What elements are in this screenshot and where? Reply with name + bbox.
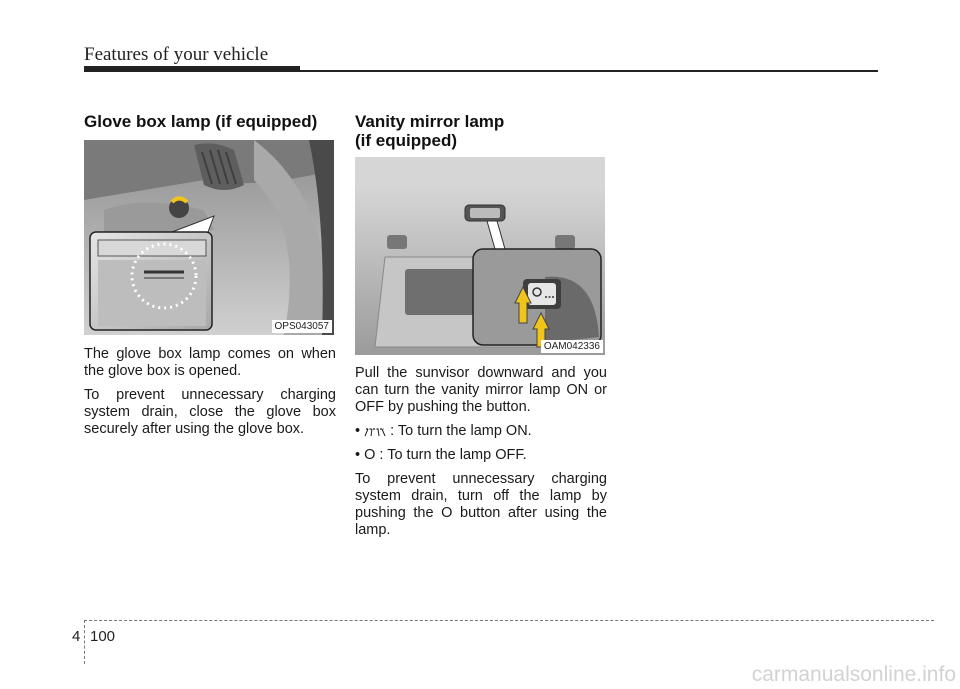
bullet-lamp-on-prefix: •	[355, 423, 365, 439]
vanity-mirror-figure	[355, 157, 605, 355]
glove-box-illustration	[84, 140, 334, 335]
glove-box-figure-label: OPS043057	[272, 320, 333, 333]
header-bar	[84, 66, 300, 72]
bullet-lamp-on-text: : To turn the lamp ON.	[386, 423, 532, 439]
vanity-mirror-title-line1: Vanity mirror lamp	[355, 112, 505, 131]
glove-box-figure	[84, 140, 334, 335]
header-title: Features of your vehicle	[84, 44, 269, 65]
glove-box-section	[84, 112, 336, 445]
glove-box-paragraph-2: To prevent unnecessary charging system drain, close the glove box securely after using the glove box.	[84, 387, 336, 437]
glove-box-paragraph-1: The glove box lamp comes on when the glove box is opened.	[84, 346, 336, 379]
vanity-mirror-illustration	[355, 157, 605, 355]
footer-divider	[84, 620, 85, 664]
glove-box-title: Glove box lamp (if equipped)	[84, 112, 318, 131]
bullet-lamp-on	[355, 423, 607, 440]
page-number: 100	[90, 628, 116, 645]
chapter-number: 4	[72, 628, 81, 645]
lamp-on-icon	[364, 425, 386, 437]
bullet-lamp-off: • O : To turn the lamp OFF.	[355, 447, 527, 463]
watermark: carmanualsonline.info	[751, 663, 956, 686]
vanity-mirror-figure-label: OAM042336	[541, 340, 603, 353]
vanity-mirror-title-line2: (if equipped)	[355, 131, 457, 150]
vanity-mirror-section	[355, 112, 607, 546]
vanity-mirror-outro: To prevent unnecessary charging system drain, turn off the lamp by pushing the O button after using the lamp.	[355, 471, 607, 538]
vanity-mirror-intro: Pull the sunvisor downward and you can turn the vanity mirror lamp ON or OFF by pushing the button.	[355, 365, 607, 415]
header-rule	[300, 70, 878, 72]
vanity-mirror-title	[355, 112, 607, 150]
footer-rule	[84, 620, 934, 621]
